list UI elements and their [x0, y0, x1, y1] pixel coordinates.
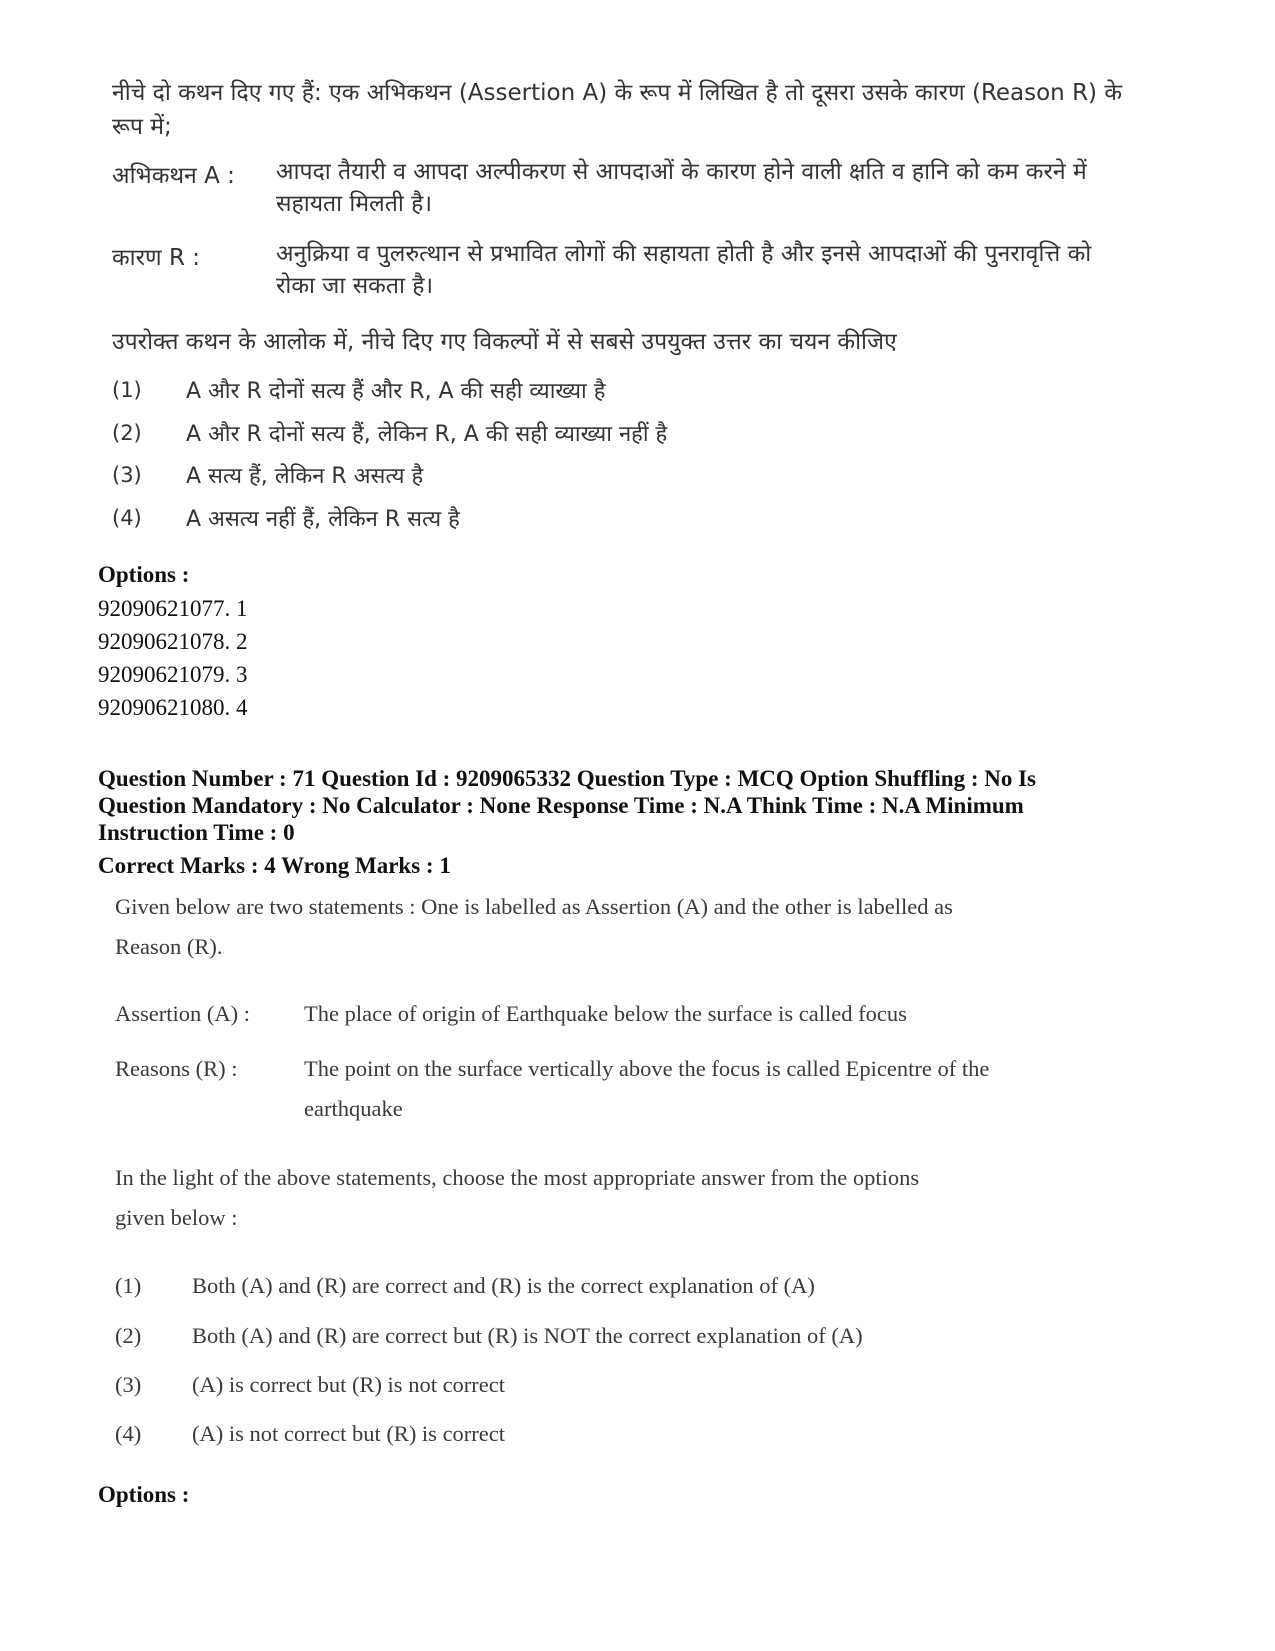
english-reason-text: The point on the surface vertically above the focus is called Epicentre of the — [304, 1056, 990, 1081]
english-intro-line: Given below are two statements : One is labelled as Assertion (A) and the other is labelled as — [115, 894, 953, 919]
english-choice-number: (2) — [115, 1323, 142, 1348]
option-item: 92090621078. 2 — [98, 629, 248, 654]
english-intro-line: Reason (R). — [115, 934, 223, 959]
option-item: 92090621079. 3 — [98, 662, 248, 687]
english-assertion-label: Assertion (A) : — [115, 1001, 250, 1026]
hindi-choice-number: (1) — [112, 378, 142, 402]
options-heading: Options : — [98, 562, 190, 587]
hindi-choice-text: A और R दोनों सत्य हैं, लेकिन R, A की सही व्याख्या नहीं है — [186, 422, 668, 447]
english-reason-text: earthquake — [304, 1096, 403, 1121]
hindi-choice-text: A असत्य नहीं हैं, लेकिन R सत्य है — [186, 507, 460, 532]
options-heading: Options : — [98, 1482, 190, 1507]
hindi-reason-text: अनुक्रिया व पुलरुत्थान से प्रभावित लोगों की सहायता होती है और इनसे आपदाओं की पुनरावृत्ति को रोका जा सकता है। — [276, 241, 1092, 299]
hindi-choice-text: A और R दोनों सत्य हैं और R, A की सही व्याख्या है — [186, 379, 606, 404]
question-meta-line: Question Mandatory : No Calculator : None Response Time : N.A Think Time : N.A Minimum — [98, 793, 1024, 818]
question-meta-line: Question Number : 71 Question Id : 9209065332 Question Type : MCQ Option Shuffling : No Is — [98, 766, 1037, 791]
hindi-choice-number: (3) — [112, 463, 142, 487]
english-reason-label: Reasons (R) : — [115, 1056, 238, 1081]
english-choice-number: (3) — [115, 1372, 142, 1397]
english-choice-number: (4) — [115, 1421, 142, 1446]
hindi-assertion-label: अभिकथन A : — [112, 163, 235, 189]
hindi-choice-number: (2) — [112, 421, 142, 445]
hindi-assertion-text: आपदा तैयारी व आपदा अल्पीकरण से आपदाओं के कारण होने वाली क्षति व हानि को कम करने में सहायता मिलती है। — [276, 159, 1087, 217]
hindi-choice-number: (4) — [112, 506, 142, 530]
option-item: 92090621080. 4 — [98, 695, 248, 720]
english-assertion-text: The place of origin of Earthquake below the surface is called focus — [304, 1001, 907, 1026]
hindi-choice-text: A सत्य हैं, लेकिन R असत्य है — [186, 464, 424, 489]
english-choice-text: Both (A) and (R) are correct but (R) is NOT the correct explanation of (A) — [192, 1323, 863, 1348]
english-instruction-line: given below : — [115, 1205, 238, 1230]
hindi-instruction: उपरोक्त कथन के आलोक में, नीचे दिए गए विकल्पों में से सबसे उपयुक्त उत्तर का चयन कीजिए — [112, 329, 897, 355]
english-choice-text: (A) is not correct but (R) is correct — [192, 1421, 506, 1446]
english-choice-text: Both (A) and (R) are correct and (R) is the correct explanation of (A) — [192, 1273, 815, 1298]
hindi-reason-label: कारण R : — [112, 245, 201, 271]
english-choice-text: (A) is correct but (R) is not correct — [192, 1372, 506, 1397]
hindi-question-intro: नीचे दो कथन दिए गए हैं: एक अभिकथन (Assertion A) के रूप में लिखित है तो दूसरा उसके कारण (Reason R) के रूप में; — [112, 80, 1123, 140]
question-marks: Correct Marks : 4 Wrong Marks : 1 — [98, 853, 451, 878]
english-choice-number: (1) — [115, 1273, 142, 1298]
option-item: 92090621077. 1 — [98, 596, 248, 621]
english-instruction-line: In the light of the above statements, choose the most appropriate answer from the options — [115, 1165, 920, 1190]
question-meta-line: Instruction Time : 0 — [98, 820, 295, 845]
